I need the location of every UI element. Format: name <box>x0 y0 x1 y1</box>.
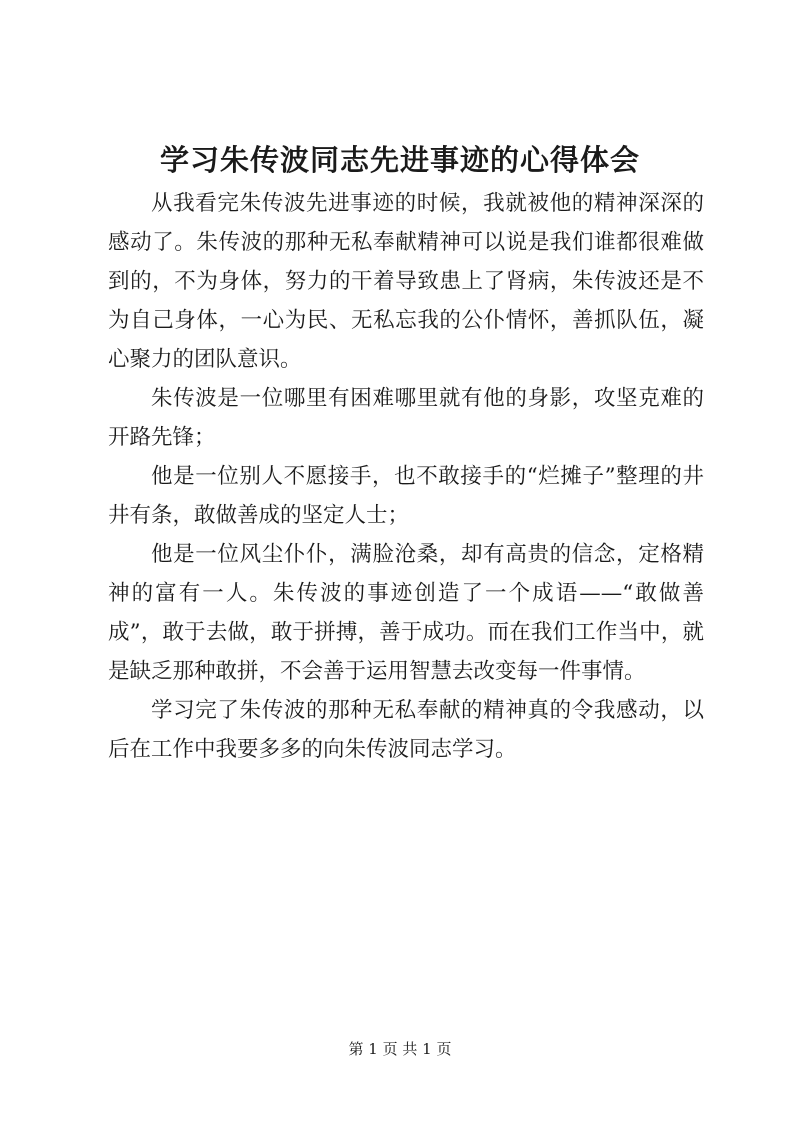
paragraph-4: 他是一位风尘仆仆，满脸沧桑，却有高贵的信念，定格精神的富有一人。朱传波的事迹创造了一个成语——“敢做善成”，敢于去做，敢于拼搏，善于成功。而在我们工作当中，就是缺乏那种敢拼，不会善于运用智慧去改变每一件事情。 <box>108 542 704 684</box>
paragraph-2: 朱传波是一位哪里有困难哪里就有他的身影，攻坚克难的开路先锋； <box>108 386 704 450</box>
document-title: 学习朱传波同志先进事迹的心得体会 <box>159 143 640 177</box>
paragraph-5: 学习完了朱传波的那种无私奉献的精神真的令我感动，以后在工作中我要多多的向朱传波同志学习。 <box>108 698 704 762</box>
paragraph-3: 他是一位别人不愿接手，也不敢接手的“烂摊子”整理的井井有条，敢做善成的坚定人士； <box>108 464 704 528</box>
document-body <box>108 184 704 769</box>
paragraph-1: 从我看完朱传波先进事迹的时候，我就被他的精神深深的感动了。朱传波的那种无私奉献精神可以说是我们谁都很难做到的，不为身体，努力的干着导致患上了肾病，朱传波还是不为自己身体，一心为民、无私忘我的公仆情怀，善抓队伍，凝心聚力的团队意识。 <box>108 191 704 372</box>
page-footer: 第 1 页 共 1 页 <box>348 1040 452 1058</box>
